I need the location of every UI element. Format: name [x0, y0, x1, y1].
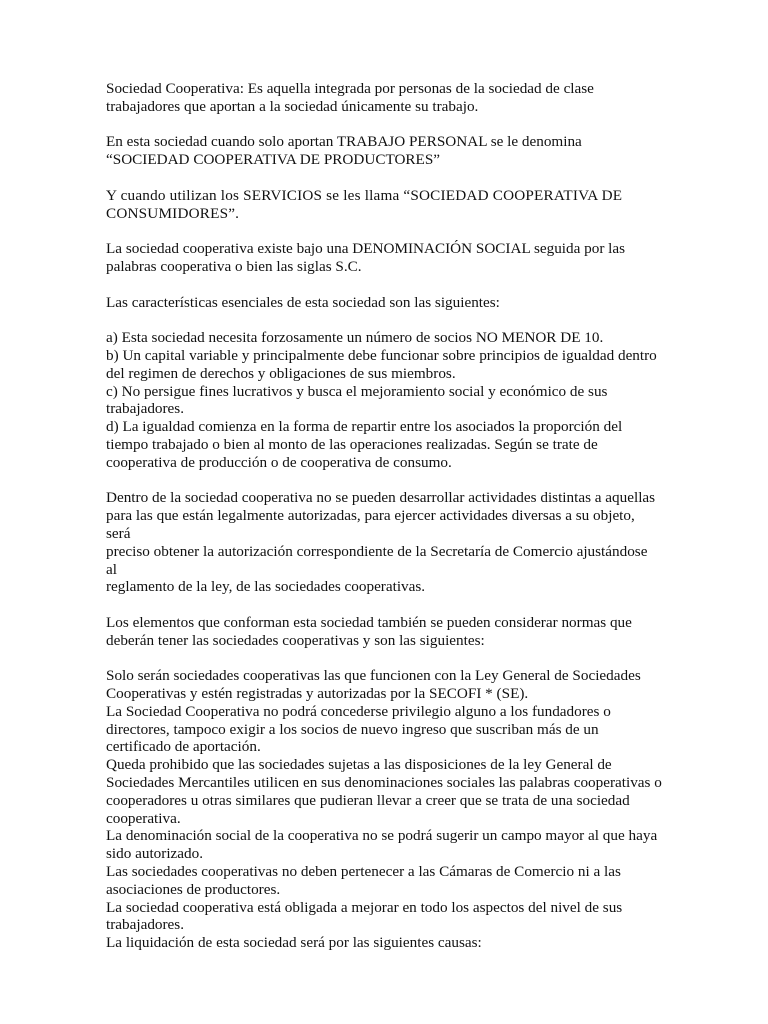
normas-list: [106, 667, 662, 952]
list-item: La denominación social de la cooperativa no se podrá sugerir un campo mayor al que haya sido autorizado.: [106, 827, 658, 863]
list-item: d) La igualdad comienza en la forma de repartir entre los asociados la proporción del tiempo trabajado o bien al monto de las operaciones realizadas. Según se trate de cooperativa de producción o de cooperativa de consumo.: [106, 418, 623, 471]
list-item: Las sociedades cooperativas no deben pertenecer a las Cámaras de Comercio ni a las asociaciones de productores.: [106, 863, 621, 898]
paragraph-productores: En esta sociedad cuando solo aportan TRABAJO PERSONAL se le denomina “SOCIEDAD COOPERATIVA DE PRODUCTORES”: [106, 133, 582, 169]
list-item: Queda prohibido que las sociedades sujetas a las disposiciones de la ley General de Sociedades Mercantiles utilicen en sus denominaciones sociales las palabras cooperativas o cooperadores u otras similares que pudieran llevar a creer que se trata de una sociedad cooperativa.: [106, 756, 662, 827]
list-item: b) Un capital variable y principalmente debe funcionar sobre principios de igualdad dentro del regimen de derechos y obligaciones de sus miembros.: [106, 346, 657, 382]
caracteristicas-list: [106, 329, 662, 471]
document-page: [106, 80, 662, 970]
list-item: La Sociedad Cooperativa no podrá concederse privilegio alguno a los fundadores o directores, tampoco exigir a los socios de nuevo ingreso que suscriban más de un certificado de aportación.: [106, 702, 611, 756]
list-item: a) Esta sociedad necesita forzosamente un número de socios NO MENOR DE 10.: [106, 329, 604, 347]
list-item: c) No persigue fines lucrativos y busca el mejoramiento social y económico de sus trabajadores.: [106, 382, 608, 418]
paragraph-elementos: Los elementos que conforman esta sociedad también se pueden considerar normas que deberán tener las sociedades cooperativas y son las siguientes:: [106, 613, 632, 649]
paragraph-denominacion: La sociedad cooperativa existe bajo una DENOMINACIÓN SOCIAL seguida por las palabras cooperativa o bien las siglas S.C.: [106, 240, 626, 275]
list-item: La liquidación de esta sociedad será por las siguientes causas:: [106, 934, 482, 952]
paragraph-definition: Sociedad Cooperativa: Es aquella integrada por personas de la sociedad de clase trabajadores que aportan a la sociedad únicamente su trabajo.: [106, 80, 594, 115]
paragraph-caracteristicas-intro: Las características esenciales de esta sociedad son las siguientes:: [106, 293, 500, 311]
paragraph-actividades: Dentro de la sociedad cooperativa no se pueden desarrollar actividades distintas a aquellas para las que están legalmente autorizadas, para ejercer actividades diversas a su objeto, será preciso obtener la autorización correspondiente de la Secretaría de Comercio ajustándose al reglamento de la ley, de las sociedades cooperativas.: [106, 489, 656, 596]
list-item: La sociedad cooperativa está obligada a mejorar en todo los aspectos del nivel de sus trabajadores.: [106, 898, 623, 934]
paragraph-consumidores: Y cuando utilizan los SERVICIOS se les llama “SOCIEDAD COOPERATIVA DE CONSUMIDORES”.: [106, 186, 623, 222]
list-item: Solo serán sociedades cooperativas las que funcionen con la Ley General de Sociedades Cooperativas y estén registradas y autorizadas por la SECOFI * (SE).: [106, 667, 641, 703]
